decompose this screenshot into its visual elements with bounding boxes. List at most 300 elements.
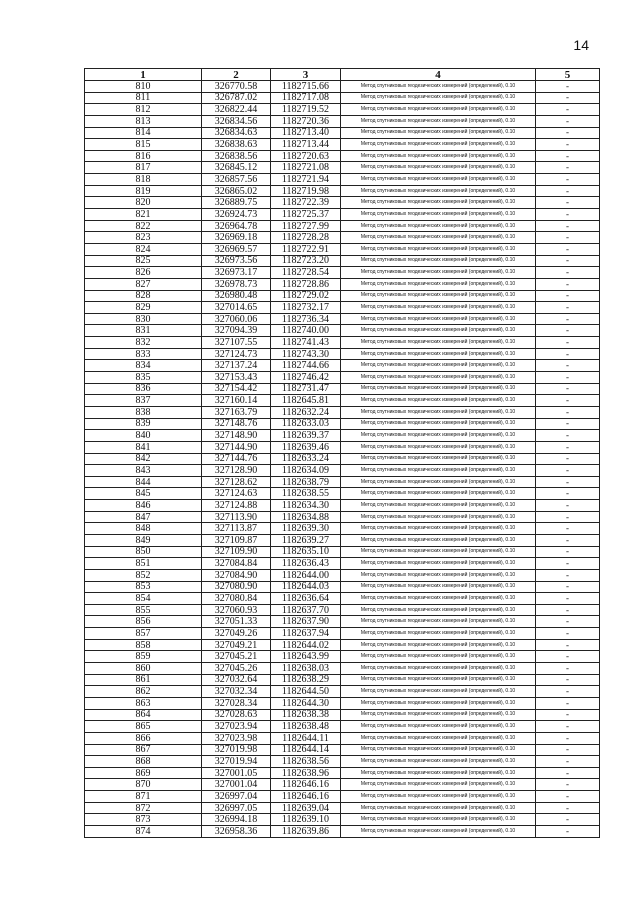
x-coordinate-cell: 327154.42 [202, 383, 271, 395]
method-cell: Метод спутниковых геодезических измерений (определений), 0.10 [341, 779, 536, 791]
point-number-cell: 828 [85, 290, 202, 302]
page-number: 14 [573, 37, 589, 53]
table-row [85, 674, 600, 686]
table-row [85, 651, 600, 663]
x-coordinate-cell: 326834.63 [202, 127, 271, 139]
method-cell: Метод спутниковых геодезических измерений (определений), 0.10 [341, 185, 536, 197]
y-coordinate-cell: 1182721.94 [271, 174, 341, 186]
table-row [85, 255, 600, 267]
x-coordinate-cell: 327049.21 [202, 639, 271, 651]
table-row [85, 232, 600, 244]
point-number-cell: 862 [85, 686, 202, 698]
method-cell: Метод спутниковых геодезических измерений (определений), 0.10 [341, 92, 536, 104]
x-coordinate-cell: 327094.39 [202, 325, 271, 337]
table-row [85, 709, 600, 721]
dash-cell: - [536, 488, 600, 500]
method-cell: Метод спутниковых геодезических измерений (определений), 0.10 [341, 441, 536, 453]
point-number-cell: 849 [85, 534, 202, 546]
y-coordinate-cell: 1182638.96 [271, 767, 341, 779]
point-number-cell: 855 [85, 604, 202, 616]
table-row [85, 197, 600, 209]
y-coordinate-cell: 1182713.44 [271, 139, 341, 151]
table-row [85, 325, 600, 337]
y-coordinate-cell: 1182639.10 [271, 814, 341, 826]
point-number-cell: 825 [85, 255, 202, 267]
y-coordinate-cell: 1182638.03 [271, 663, 341, 675]
dash-cell: - [536, 732, 600, 744]
dash-cell: - [536, 534, 600, 546]
point-number-cell: 812 [85, 104, 202, 116]
point-number-cell: 861 [85, 674, 202, 686]
table-row [85, 162, 600, 174]
table-row [85, 92, 600, 104]
table-row [85, 756, 600, 768]
x-coordinate-cell: 327060.06 [202, 313, 271, 325]
x-coordinate-cell: 326838.56 [202, 150, 271, 162]
x-coordinate-cell: 327080.90 [202, 581, 271, 593]
x-coordinate-cell: 327128.90 [202, 465, 271, 477]
x-coordinate-cell: 327124.88 [202, 500, 271, 512]
point-number-cell: 853 [85, 581, 202, 593]
dash-cell: - [536, 150, 600, 162]
method-cell: Метод спутниковых геодезических измерений (определений), 0.10 [341, 697, 536, 709]
point-number-cell: 819 [85, 185, 202, 197]
point-number-cell: 841 [85, 441, 202, 453]
dash-cell: - [536, 418, 600, 430]
method-cell: Метод спутниковых геодезических измерений (определений), 0.10 [341, 593, 536, 605]
dash-cell: - [536, 500, 600, 512]
point-number-cell: 842 [85, 453, 202, 465]
x-coordinate-cell: 326980.48 [202, 290, 271, 302]
x-coordinate-cell: 326973.56 [202, 255, 271, 267]
y-coordinate-cell: 1182722.91 [271, 243, 341, 255]
y-coordinate-cell: 1182728.54 [271, 267, 341, 279]
table-row [85, 802, 600, 814]
dash-cell: - [536, 430, 600, 442]
header-col-5: 5 [536, 69, 600, 81]
point-number-cell: 835 [85, 372, 202, 384]
y-coordinate-cell: 1182634.88 [271, 511, 341, 523]
dash-cell: - [536, 639, 600, 651]
dash-cell: - [536, 779, 600, 791]
x-coordinate-cell: 327019.94 [202, 756, 271, 768]
point-number-cell: 839 [85, 418, 202, 430]
dash-cell: - [536, 453, 600, 465]
x-coordinate-cell: 327001.04 [202, 779, 271, 791]
dash-cell: - [536, 826, 600, 838]
dash-cell: - [536, 767, 600, 779]
point-number-cell: 824 [85, 243, 202, 255]
coordinates-table [84, 68, 600, 838]
x-coordinate-cell: 326958.36 [202, 826, 271, 838]
point-number-cell: 852 [85, 569, 202, 581]
y-coordinate-cell: 1182637.70 [271, 604, 341, 616]
x-coordinate-cell: 327160.14 [202, 395, 271, 407]
y-coordinate-cell: 1182729.02 [271, 290, 341, 302]
point-number-cell: 858 [85, 639, 202, 651]
table-row [85, 139, 600, 151]
table-row [85, 430, 600, 442]
y-coordinate-cell: 1182643.99 [271, 651, 341, 663]
table-row [85, 302, 600, 314]
method-cell: Метод спутниковых геодезических измерений (определений), 0.10 [341, 802, 536, 814]
table-row [85, 639, 600, 651]
x-coordinate-cell: 327045.21 [202, 651, 271, 663]
dash-cell: - [536, 139, 600, 151]
table-row [85, 395, 600, 407]
x-coordinate-cell: 327109.87 [202, 534, 271, 546]
table-row [85, 174, 600, 186]
dash-cell: - [536, 81, 600, 93]
method-cell: Метод спутниковых геодезических измерений (определений), 0.10 [341, 209, 536, 221]
method-cell: Метод спутниковых геодезических измерений (определений), 0.10 [341, 162, 536, 174]
table-body [85, 81, 600, 838]
point-number-cell: 847 [85, 511, 202, 523]
x-coordinate-cell: 326924.73 [202, 209, 271, 221]
y-coordinate-cell: 1182719.98 [271, 185, 341, 197]
dash-cell: - [536, 465, 600, 477]
dash-cell: - [536, 802, 600, 814]
dash-cell: - [536, 593, 600, 605]
table-row [85, 220, 600, 232]
dash-cell: - [536, 756, 600, 768]
y-coordinate-cell: 1182639.46 [271, 441, 341, 453]
y-coordinate-cell: 1182633.03 [271, 418, 341, 430]
point-number-cell: 832 [85, 337, 202, 349]
x-coordinate-cell: 326997.04 [202, 791, 271, 803]
method-cell: Метод спутниковых геодезических измерений (определений), 0.10 [341, 278, 536, 290]
point-number-cell: 874 [85, 826, 202, 838]
point-number-cell: 829 [85, 302, 202, 314]
x-coordinate-cell: 326969.57 [202, 243, 271, 255]
y-coordinate-cell: 1182743.30 [271, 348, 341, 360]
point-number-cell: 867 [85, 744, 202, 756]
method-cell: Метод спутниковых геодезических измерений (определений), 0.10 [341, 569, 536, 581]
dash-cell: - [536, 360, 600, 372]
x-coordinate-cell: 327153.43 [202, 372, 271, 384]
point-number-cell: 816 [85, 150, 202, 162]
header-col-4: 4 [341, 69, 536, 81]
method-cell: Метод спутниковых геодезических измерений (определений), 0.10 [341, 814, 536, 826]
method-cell: Метод спутниковых геодезических измерений (определений), 0.10 [341, 488, 536, 500]
dash-cell: - [536, 709, 600, 721]
point-number-cell: 872 [85, 802, 202, 814]
point-number-cell: 840 [85, 430, 202, 442]
x-coordinate-cell: 327023.94 [202, 721, 271, 733]
y-coordinate-cell: 1182639.04 [271, 802, 341, 814]
dash-cell: - [536, 243, 600, 255]
table-row [85, 348, 600, 360]
x-coordinate-cell: 326770.58 [202, 81, 271, 93]
table-row [85, 115, 600, 127]
method-cell: Метод спутниковых геодезических измерений (определений), 0.10 [341, 325, 536, 337]
table-row [85, 372, 600, 384]
y-coordinate-cell: 1182639.37 [271, 430, 341, 442]
point-number-cell: 856 [85, 616, 202, 628]
y-coordinate-cell: 1182639.27 [271, 534, 341, 546]
method-cell: Метод спутниковых геодезических измерений (определений), 0.10 [341, 104, 536, 116]
y-coordinate-cell: 1182740.00 [271, 325, 341, 337]
table-header-row [85, 69, 600, 81]
point-number-cell: 830 [85, 313, 202, 325]
method-cell: Метод спутниковых геодезических измерений (определений), 0.10 [341, 663, 536, 675]
method-cell: Метод спутниковых геодезических измерений (определений), 0.10 [341, 546, 536, 558]
point-number-cell: 838 [85, 406, 202, 418]
x-coordinate-cell: 326889.75 [202, 197, 271, 209]
y-coordinate-cell: 1182644.50 [271, 686, 341, 698]
point-number-cell: 821 [85, 209, 202, 221]
point-number-cell: 848 [85, 523, 202, 535]
dash-cell: - [536, 569, 600, 581]
dash-cell: - [536, 546, 600, 558]
y-coordinate-cell: 1182639.30 [271, 523, 341, 535]
point-number-cell: 857 [85, 628, 202, 640]
method-cell: Метод спутниковых геодезических измерений (определений), 0.10 [341, 604, 536, 616]
method-cell: Метод спутниковых геодезических измерений (определений), 0.10 [341, 534, 536, 546]
x-coordinate-cell: 327045.26 [202, 663, 271, 675]
table-row [85, 500, 600, 512]
x-coordinate-cell: 327084.84 [202, 558, 271, 570]
x-coordinate-cell: 327060.93 [202, 604, 271, 616]
y-coordinate-cell: 1182723.20 [271, 255, 341, 267]
header-col-3: 3 [271, 69, 341, 81]
table-row [85, 826, 600, 838]
dash-cell: - [536, 197, 600, 209]
x-coordinate-cell: 326973.17 [202, 267, 271, 279]
x-coordinate-cell: 327124.63 [202, 488, 271, 500]
y-coordinate-cell: 1182634.30 [271, 500, 341, 512]
y-coordinate-cell: 1182638.38 [271, 709, 341, 721]
table-row [85, 569, 600, 581]
x-coordinate-cell: 326997.05 [202, 802, 271, 814]
y-coordinate-cell: 1182728.28 [271, 232, 341, 244]
y-coordinate-cell: 1182746.42 [271, 372, 341, 384]
y-coordinate-cell: 1182722.39 [271, 197, 341, 209]
x-coordinate-cell: 327113.87 [202, 523, 271, 535]
method-cell: Метод спутниковых геодезических измерений (определений), 0.10 [341, 243, 536, 255]
point-number-cell: 870 [85, 779, 202, 791]
table-row [85, 581, 600, 593]
y-coordinate-cell: 1182636.43 [271, 558, 341, 570]
table-row [85, 360, 600, 372]
dash-cell: - [536, 162, 600, 174]
method-cell: Метод спутниковых геодезических измерений (определений), 0.10 [341, 709, 536, 721]
x-coordinate-cell: 327144.76 [202, 453, 271, 465]
dash-cell: - [536, 581, 600, 593]
point-number-cell: 866 [85, 732, 202, 744]
x-coordinate-cell: 327128.62 [202, 476, 271, 488]
dash-cell: - [536, 674, 600, 686]
table-row [85, 185, 600, 197]
dash-cell: - [536, 278, 600, 290]
dash-cell: - [536, 325, 600, 337]
x-coordinate-cell: 326787.02 [202, 92, 271, 104]
x-coordinate-cell: 327014.65 [202, 302, 271, 314]
point-number-cell: 863 [85, 697, 202, 709]
method-cell: Метод спутниковых геодезических измерений (определений), 0.10 [341, 639, 536, 651]
dash-cell: - [536, 302, 600, 314]
point-number-cell: 854 [85, 593, 202, 605]
method-cell: Метод спутниковых геодезических измерений (определений), 0.10 [341, 674, 536, 686]
x-coordinate-cell: 327163.79 [202, 406, 271, 418]
table-row [85, 209, 600, 221]
method-cell: Метод спутниковых геодезических измерений (определений), 0.10 [341, 348, 536, 360]
header-col-1: 1 [85, 69, 202, 81]
method-cell: Метод спутниковых геодезических измерений (определений), 0.10 [341, 197, 536, 209]
method-cell: Метод спутниковых геодезических измерений (определений), 0.10 [341, 756, 536, 768]
x-coordinate-cell: 327032.34 [202, 686, 271, 698]
y-coordinate-cell: 1182727.99 [271, 220, 341, 232]
point-number-cell: 827 [85, 278, 202, 290]
method-cell: Метод спутниковых геодезических измерений (определений), 0.10 [341, 453, 536, 465]
table-row [85, 534, 600, 546]
y-coordinate-cell: 1182638.79 [271, 476, 341, 488]
point-number-cell: 845 [85, 488, 202, 500]
y-coordinate-cell: 1182644.11 [271, 732, 341, 744]
table-row [85, 558, 600, 570]
dash-cell: - [536, 348, 600, 360]
y-coordinate-cell: 1182637.94 [271, 628, 341, 640]
point-number-cell: 850 [85, 546, 202, 558]
y-coordinate-cell: 1182644.00 [271, 569, 341, 581]
method-cell: Метод спутниковых геодезических измерений (определений), 0.10 [341, 139, 536, 151]
x-coordinate-cell: 327107.55 [202, 337, 271, 349]
method-cell: Метод спутниковых геодезических измерений (определений), 0.10 [341, 360, 536, 372]
y-coordinate-cell: 1182721.08 [271, 162, 341, 174]
table-row [85, 523, 600, 535]
y-coordinate-cell: 1182645.81 [271, 395, 341, 407]
header-col-2: 2 [202, 69, 271, 81]
table-row [85, 779, 600, 791]
method-cell: Метод спутниковых геодезических измерений (определений), 0.10 [341, 150, 536, 162]
y-coordinate-cell: 1182638.55 [271, 488, 341, 500]
dash-cell: - [536, 441, 600, 453]
y-coordinate-cell: 1182637.90 [271, 616, 341, 628]
point-number-cell: 833 [85, 348, 202, 360]
point-number-cell: 811 [85, 92, 202, 104]
table-row [85, 290, 600, 302]
y-coordinate-cell: 1182744.66 [271, 360, 341, 372]
y-coordinate-cell: 1182638.29 [271, 674, 341, 686]
table-row [85, 697, 600, 709]
table-row [85, 465, 600, 477]
x-coordinate-cell: 326845.12 [202, 162, 271, 174]
method-cell: Метод спутниковых геодезических измерений (определений), 0.10 [341, 523, 536, 535]
dash-cell: - [536, 255, 600, 267]
x-coordinate-cell: 326964.78 [202, 220, 271, 232]
y-coordinate-cell: 1182638.56 [271, 756, 341, 768]
x-coordinate-cell: 326857.56 [202, 174, 271, 186]
method-cell: Метод спутниковых геодезических измерений (определений), 0.10 [341, 651, 536, 663]
table-row [85, 663, 600, 675]
method-cell: Метод спутниковых геодезических измерений (определений), 0.10 [341, 465, 536, 477]
table-row [85, 81, 600, 93]
table-row [85, 593, 600, 605]
x-coordinate-cell: 327084.90 [202, 569, 271, 581]
table-row [85, 104, 600, 116]
y-coordinate-cell: 1182644.14 [271, 744, 341, 756]
method-cell: Метод спутниковых геодезических измерений (определений), 0.10 [341, 372, 536, 384]
x-coordinate-cell: 327049.26 [202, 628, 271, 640]
dash-cell: - [536, 476, 600, 488]
dash-cell: - [536, 523, 600, 535]
point-number-cell: 873 [85, 814, 202, 826]
point-number-cell: 851 [85, 558, 202, 570]
table-row [85, 441, 600, 453]
method-cell: Метод спутниковых геодезических измерений (определений), 0.10 [341, 267, 536, 279]
method-cell: Метод спутниковых геодезических измерений (определений), 0.10 [341, 290, 536, 302]
method-cell: Метод спутниковых геодезических измерений (определений), 0.10 [341, 616, 536, 628]
method-cell: Метод спутниковых геодезических измерений (определений), 0.10 [341, 476, 536, 488]
point-number-cell: 817 [85, 162, 202, 174]
dash-cell: - [536, 406, 600, 418]
point-number-cell: 818 [85, 174, 202, 186]
dash-cell: - [536, 313, 600, 325]
method-cell: Метод спутниковых геодезических измерений (определений), 0.10 [341, 686, 536, 698]
method-cell: Метод спутниковых геодезических измерений (определений), 0.10 [341, 581, 536, 593]
y-coordinate-cell: 1182634.09 [271, 465, 341, 477]
method-cell: Метод спутниковых геодезических измерений (определений), 0.10 [341, 220, 536, 232]
dash-cell: - [536, 511, 600, 523]
point-number-cell: 820 [85, 197, 202, 209]
y-coordinate-cell: 1182713.40 [271, 127, 341, 139]
x-coordinate-cell: 326994.18 [202, 814, 271, 826]
point-number-cell: 846 [85, 500, 202, 512]
dash-cell: - [536, 290, 600, 302]
y-coordinate-cell: 1182720.63 [271, 150, 341, 162]
dash-cell: - [536, 814, 600, 826]
point-number-cell: 859 [85, 651, 202, 663]
point-number-cell: 834 [85, 360, 202, 372]
y-coordinate-cell: 1182644.30 [271, 697, 341, 709]
x-coordinate-cell: 327028.34 [202, 697, 271, 709]
method-cell: Метод спутниковых геодезических измерений (определений), 0.10 [341, 255, 536, 267]
method-cell: Метод спутниковых геодезических измерений (определений), 0.10 [341, 732, 536, 744]
dash-cell: - [536, 628, 600, 640]
dash-cell: - [536, 115, 600, 127]
point-number-cell: 864 [85, 709, 202, 721]
dash-cell: - [536, 174, 600, 186]
table-row [85, 150, 600, 162]
x-coordinate-cell: 327080.84 [202, 593, 271, 605]
point-number-cell: 860 [85, 663, 202, 675]
point-number-cell: 810 [85, 81, 202, 93]
dash-cell: - [536, 616, 600, 628]
table-row [85, 814, 600, 826]
x-coordinate-cell: 326865.02 [202, 185, 271, 197]
method-cell: Метод спутниковых геодезических измерений (определений), 0.10 [341, 500, 536, 512]
dash-cell: - [536, 127, 600, 139]
dash-cell: - [536, 651, 600, 663]
table-row [85, 418, 600, 430]
method-cell: Метод спутниковых геодезических измерений (определений), 0.10 [341, 127, 536, 139]
table-row [85, 278, 600, 290]
table-row [85, 243, 600, 255]
table-row [85, 453, 600, 465]
x-coordinate-cell: 327113.90 [202, 511, 271, 523]
x-coordinate-cell: 326834.56 [202, 115, 271, 127]
y-coordinate-cell: 1182639.86 [271, 826, 341, 838]
y-coordinate-cell: 1182633.24 [271, 453, 341, 465]
method-cell: Метод спутниковых геодезических измерений (определений), 0.10 [341, 115, 536, 127]
dash-cell: - [536, 686, 600, 698]
x-coordinate-cell: 327019.98 [202, 744, 271, 756]
table-row [85, 488, 600, 500]
table-row [85, 313, 600, 325]
point-number-cell: 822 [85, 220, 202, 232]
y-coordinate-cell: 1182632.24 [271, 406, 341, 418]
method-cell: Метод спутниковых геодезических измерений (определений), 0.10 [341, 430, 536, 442]
